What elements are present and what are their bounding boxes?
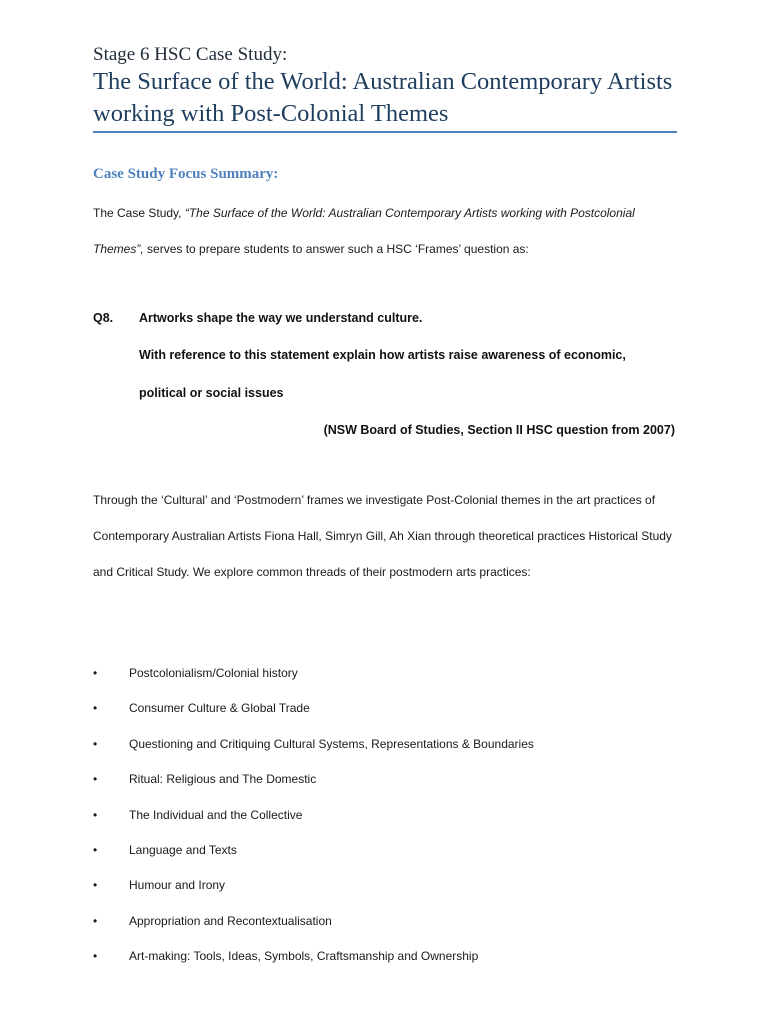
themes-list bbox=[93, 664, 693, 983]
intro-paragraph bbox=[93, 195, 683, 267]
theme-label: Ritual: Religious and The Domestic bbox=[129, 772, 317, 787]
document-kicker: Stage 6 HSC Case Study: bbox=[93, 44, 288, 65]
list-item bbox=[93, 664, 693, 699]
bullet-icon: • bbox=[93, 736, 98, 751]
theme-label: Art-making: Tools, Ideas, Symbols, Craftsmanship and Ownership bbox=[129, 949, 479, 964]
question-line-1: Artworks shape the way we understand culture. bbox=[139, 311, 423, 325]
bullet-icon: • bbox=[93, 666, 98, 680]
list-item bbox=[93, 699, 693, 734]
frames-paragraph: Through the ‘Cultural’ and ‘Postmodern’ frames we investigate Post-Colonial themes in the art practices of Contemporary Australian Artists Fiona Hall, Simryn Gill, Ah Xian through theoretical practices Historical Study and Critical Study. We explore common threads of their postmodern arts practices: bbox=[93, 493, 672, 579]
list-item bbox=[93, 735, 693, 770]
title-divider bbox=[93, 131, 677, 133]
bullet-icon: • bbox=[93, 842, 98, 857]
theme-label: Language and Texts bbox=[129, 842, 237, 857]
theme-label: Postcolonialism/Colonial history bbox=[129, 666, 298, 680]
question-line-2: With reference to this statement explain how artists raise awareness of economic, bbox=[139, 348, 626, 362]
question-number: Q8. bbox=[93, 311, 114, 325]
case-study-title-quote: “The Surface of the World: Australian Contemporary Artists working with Postcolonial Themes”, bbox=[93, 206, 635, 256]
theme-label: The Individual and the Collective bbox=[129, 807, 303, 822]
question-line-3: political or social issues bbox=[139, 386, 284, 400]
list-item bbox=[93, 770, 693, 805]
question-source: (NSW Board of Studies, Section II HSC question from 2007) bbox=[323, 423, 675, 437]
theme-label: Humour and Irony bbox=[129, 878, 226, 893]
theme-label: Consumer Culture & Global Trade bbox=[129, 701, 310, 716]
bullet-icon: • bbox=[93, 807, 98, 822]
bullet-icon: • bbox=[93, 772, 98, 787]
list-item bbox=[93, 841, 693, 876]
document-title: The Surface of the World: Australian Contemporary Artists working with Post-Colonial Themes bbox=[93, 68, 673, 127]
theme-label: Appropriation and Recontextualisation bbox=[129, 913, 332, 928]
list-item bbox=[93, 876, 693, 911]
list-item bbox=[93, 806, 693, 841]
bullet-icon: • bbox=[93, 949, 98, 964]
intro-prefix: The Case Study, bbox=[93, 206, 185, 220]
bullet-icon: • bbox=[93, 701, 98, 716]
theme-label: Questioning and Critiquing Cultural Systems, Representations & Boundaries bbox=[129, 736, 534, 751]
section-heading: Case Study Focus Summary: bbox=[93, 166, 279, 182]
bullet-icon: • bbox=[93, 913, 98, 928]
bullet-icon: • bbox=[93, 878, 98, 893]
intro-suffix: serves to prepare students to answer such a HSC ‘Frames’ question as: bbox=[143, 242, 529, 256]
list-item bbox=[93, 912, 693, 947]
list-item bbox=[93, 947, 693, 982]
